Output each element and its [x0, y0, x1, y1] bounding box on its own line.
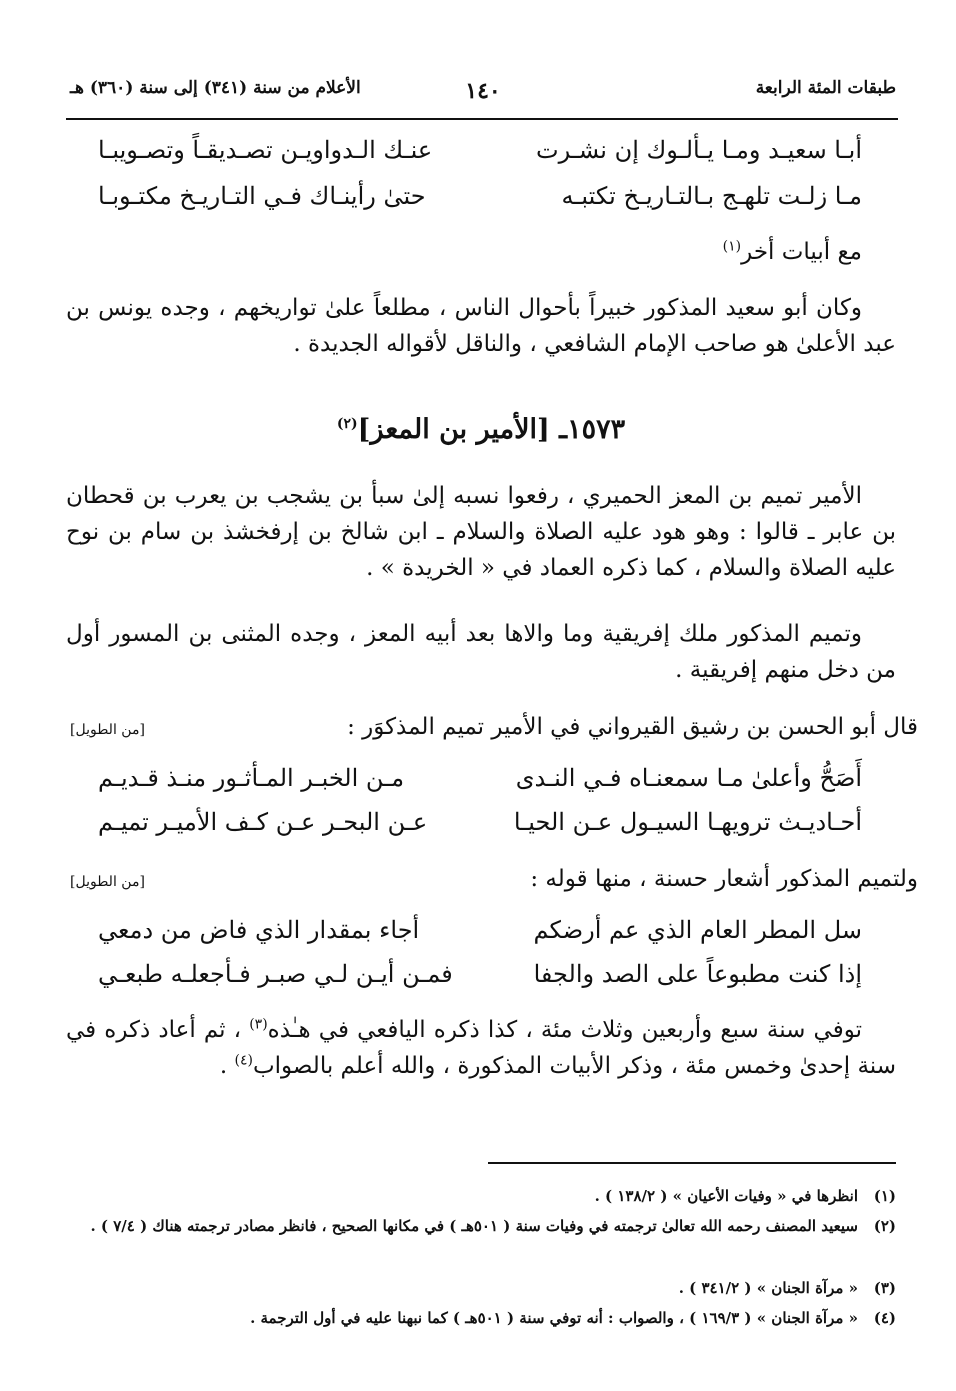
- verse-first-hemistich: إذا كنت مطبوعاً على الصد والجفا: [533, 960, 862, 988]
- paragraph-text: الأمير تميم بن المعز الحميري ، رفعوا نسبه إلىٰ سبأ بن يشجب بن يعرب بن قحطان بن عابر ـ قالوا : وهو هود عليه الصلاة والسلام ـ ابن شالخ بن إرفخشذ بن سام بن نوح عليه الصلاة والسلام ، كما ذكره العماد في « الخريدة » .: [66, 483, 896, 581]
- footnote: [66, 1214, 896, 1238]
- paragraph: [66, 1012, 896, 1084]
- verse-second-hemistich: فمـن أيـن لـي صبـر فـأجعلـه طبعـي: [98, 960, 453, 988]
- running-header: [70, 78, 896, 114]
- verse-second-hemistich: عـن البحـر عـن كـف الأميـر تميـم: [98, 808, 428, 836]
- page-number: ١٤٠: [465, 78, 501, 104]
- footnote-text: سيعيد المصنف رحمه الله تعالىٰ ترجمته في وفيات سنة ( ٥٠١هـ ) في مكانها الصحيح ، فانظر مصادر ترجمته هناك ( ٧/٤ ) .: [90, 1217, 858, 1235]
- verse-first-hemistich: مـا زلـت تلهـج بـالتـاريـخ تكتبـه: [561, 182, 862, 210]
- verse-first-hemistich: أحـاديـث ترويهـا السيـول عـن الحيـا: [513, 808, 862, 836]
- header-range: الأعلام من سنة (٣٤١) إلى سنة (٣٦٠) هـ: [70, 78, 361, 98]
- entry-heading: [66, 414, 896, 445]
- meter-label: [من الطويل]: [70, 874, 145, 890]
- footnote: [66, 1276, 896, 1300]
- verse-line: [66, 182, 896, 222]
- verse-first-hemistich: أبـا سعيـد ومـا يـألـوك إن نشـرت: [536, 136, 862, 164]
- footnote-marker: (١): [722, 238, 742, 255]
- header-book-title: طبقات المئة الرابعة: [755, 78, 896, 98]
- footnote: [66, 1306, 896, 1330]
- meter-label: [من الطويل]: [70, 722, 145, 738]
- footnote-text: « مرآة الجنان » ( ١٦٩/٣ ) ، والصواب : أنه توفي سنة ( ٥٠١هـ ) كما نبهنا عليه في أول الترجمة .: [250, 1309, 858, 1327]
- verse-line: [66, 808, 896, 848]
- paragraph-segment: .: [219, 1053, 235, 1079]
- verse-second-hemistich: عنـك الـدواويـن تصـديقـاً وتصـويبـا: [98, 136, 433, 164]
- verse-intro: قال أبو الحسن بن رشيق القيرواني في الأمير تميم المذكوَر :: [347, 714, 918, 740]
- verse-intro: ولتميم المذكور أشعار حسنة ، منها قوله :: [530, 866, 918, 892]
- footnote-marker: (٤): [234, 1052, 253, 1069]
- paragraph-text: مع أبيات أخر: [741, 239, 862, 265]
- verse-second-hemistich: مـن الخبـر المـأثـور منـذ قـديـم: [98, 764, 405, 792]
- verse-line: [66, 136, 896, 176]
- verse-first-hemistich: سل المطر العام الذي عم أرضكم: [533, 916, 862, 944]
- paragraph-segment: ، ثم أعاد ذكره في سنة إحدىٰ وخمس مئة ، وذكر الأبيات المذكورة ، والله أعلم بالصواب: [66, 1017, 896, 1079]
- footnote-text: « مرآة الجنان » ( ٣٤١/٢ ) .: [678, 1279, 858, 1297]
- paragraph-text: وكان أبو سعيد المذكور خبيراً بأحوال الناس ، مطلعاً علىٰ تواريخهم ، وجده يونس بن عبد الأعلىٰ هو صاحب الإمام الشافعي ، والناقل لأقواله الجديدة .: [66, 295, 896, 357]
- footnote-number: (٣): [873, 1279, 896, 1297]
- paragraph-text: وتميم المذكور ملك إفريقية وما والاها بعد أبيه المعز ، وجده المثنى بن المسور أول من دخل منهم إفريقية .: [66, 621, 896, 683]
- verse-first-hemistich: أَصَحُّ وأعلىٰ مـا سمعنـاه فـي النـدى: [515, 764, 862, 792]
- verse-line: [66, 916, 896, 956]
- verse-line: [66, 764, 896, 804]
- paragraph: [66, 616, 896, 688]
- paragraph-segment: توفي سنة سبع وأربعين وثلاث مئة ، كذا ذكره اليافعي في هـٰذه: [267, 1017, 862, 1043]
- verse-line: [66, 960, 896, 1000]
- verse-second-hemistich: حتىٰ رأينـاك فـي التـاريـخ مكتـوبـا: [98, 182, 426, 210]
- footnote-marker: (٢): [336, 416, 358, 432]
- footnote-number: (١): [873, 1187, 896, 1205]
- paragraph: [66, 290, 896, 362]
- paragraph: [66, 478, 896, 586]
- footnote: [66, 1184, 896, 1208]
- header-rule: [66, 118, 898, 120]
- entry-title: ١٥٧٣ـ [الأمير بن المعز]: [357, 414, 626, 445]
- footnote-number: (٢): [873, 1217, 896, 1235]
- footnote-marker: (٣): [249, 1016, 268, 1033]
- verse-second-hemistich: أجاء بمقدار الذي فاض من دمعي: [98, 916, 420, 944]
- paragraph-text: [66, 1012, 896, 1084]
- footnote-number: (٤): [873, 1309, 896, 1327]
- footnote-text: انظرها في « وفيات الأعيان » ( ١٣٨/٢ ) .: [594, 1187, 858, 1205]
- footnote-rule: [488, 1162, 896, 1164]
- paragraph: [66, 234, 896, 270]
